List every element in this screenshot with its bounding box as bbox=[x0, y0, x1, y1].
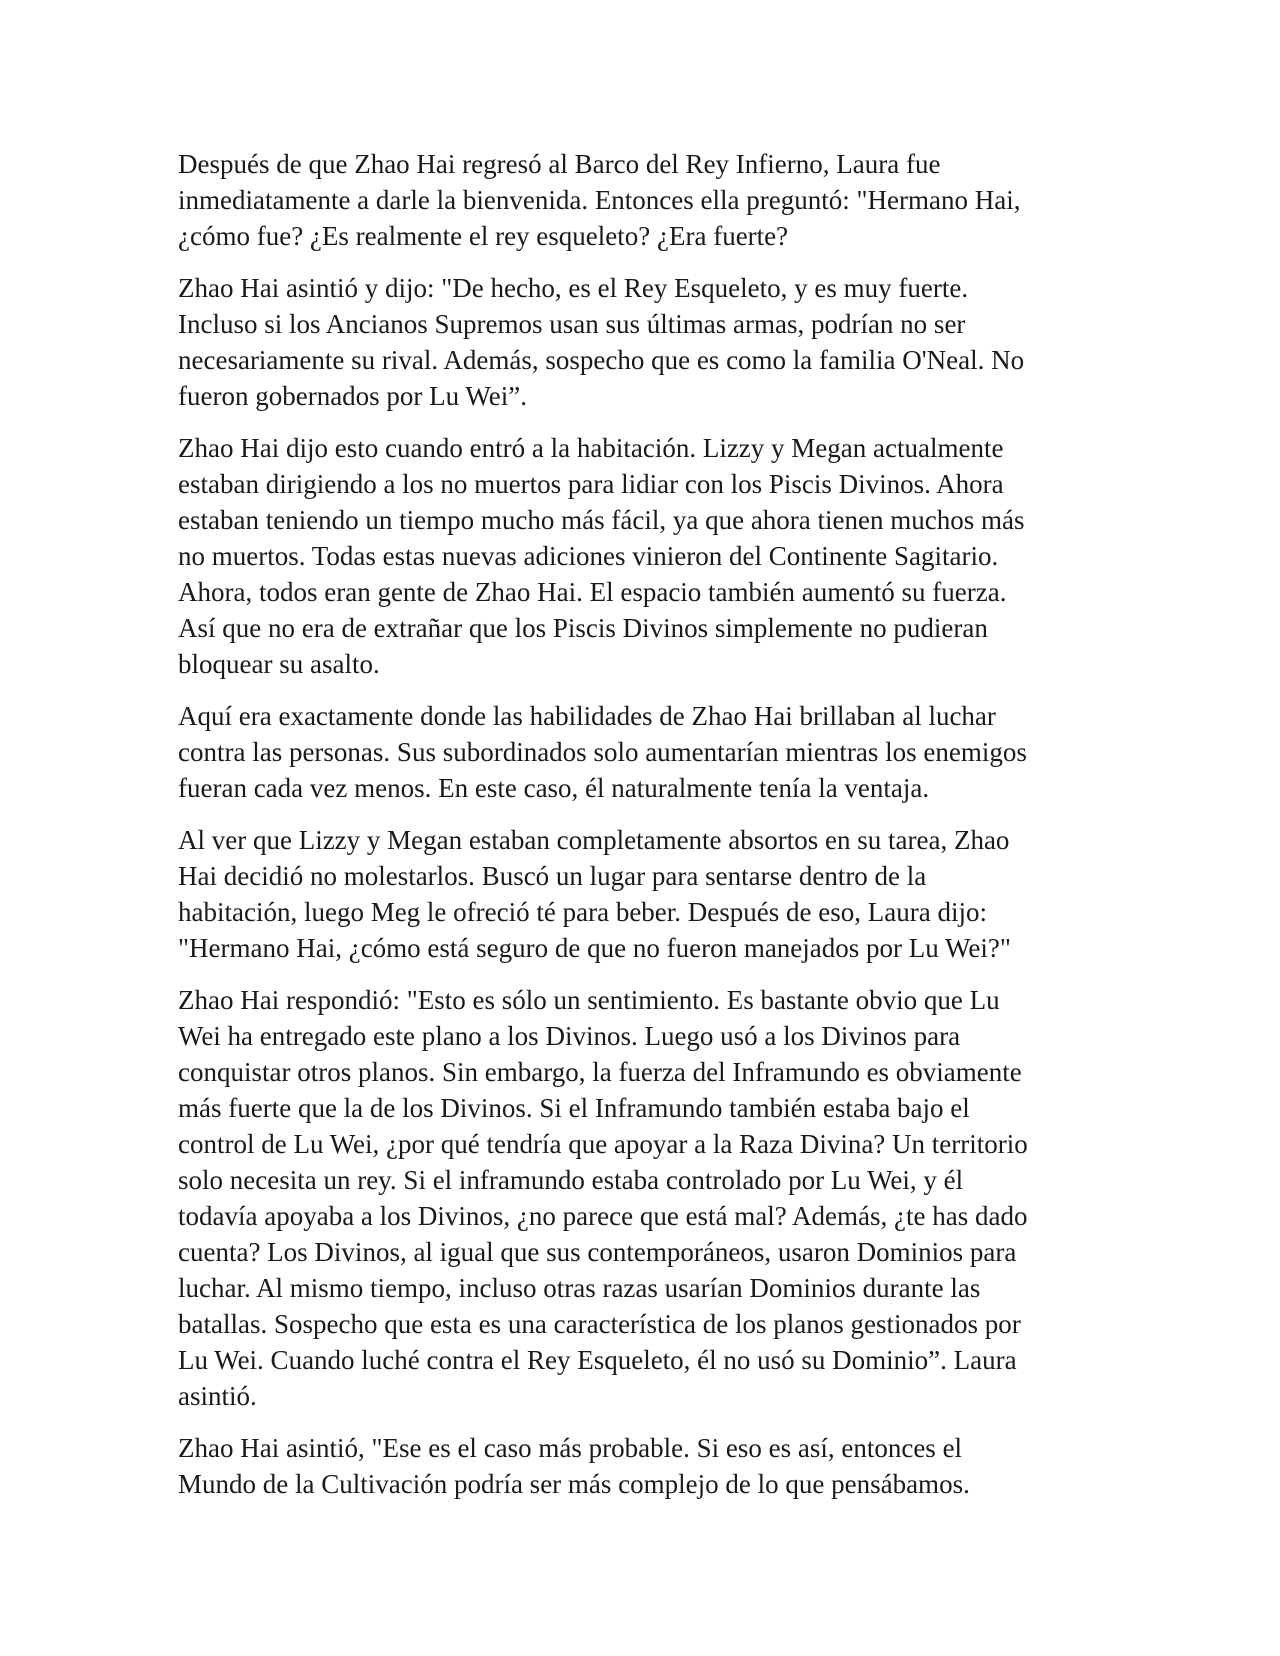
text-line: Aquí era exactamente donde las habilidades de Zhao Hai brillaban al luchar bbox=[178, 701, 996, 731]
text-line: fueron gobernados por Lu Wei”. bbox=[178, 381, 527, 411]
text-line: asintió. bbox=[178, 1381, 257, 1411]
text-line: Wei ha entregado este plano a los Divinos. Luego usó a los Divinos para bbox=[178, 1021, 961, 1051]
paragraph-6 bbox=[178, 982, 1108, 1414]
text-line: cuenta? Los Divinos, al igual que sus contemporáneos, usaron Dominios para bbox=[178, 1237, 1017, 1267]
text-line: no muertos. Todas estas nuevas adiciones vinieron del Continente Sagitario. bbox=[178, 541, 999, 571]
text-line: luchar. Al mismo tiempo, incluso otras razas usarían Dominios durante las bbox=[178, 1273, 981, 1303]
text-line: Ahora, todos eran gente de Zhao Hai. El espacio también aumentó su fuerza. bbox=[178, 577, 1007, 607]
text-line: contra las personas. Sus subordinados solo aumentarían mientras los enemigos bbox=[178, 737, 1027, 767]
paragraph-5 bbox=[178, 822, 1108, 966]
text-line: estaban dirigiendo a los no muertos para lidiar con los Piscis Divinos. Ahora bbox=[178, 469, 1004, 499]
text-line: Después de que Zhao Hai regresó al Barco del Rey Infierno, Laura fue bbox=[178, 149, 941, 179]
text-line: Así que no era de extrañar que los Piscis Divinos simplemente no pudieran bbox=[178, 613, 988, 643]
text-line: batallas. Sospecho que esta es una característica de los planos gestionados por bbox=[178, 1309, 1021, 1339]
text-line: todavía apoyaba a los Divinos, ¿no parece que está mal? Además, ¿te has dado bbox=[178, 1201, 1028, 1231]
text-line: estaban teniendo un tiempo mucho más fácil, ya que ahora tienen muchos más bbox=[178, 505, 1025, 535]
text-line: Mundo de la Cultivación podría ser más complejo de lo que pensábamos. bbox=[178, 1469, 970, 1499]
text-line: necesariamente su rival. Además, sospecho que es como la familia O'Neal. No bbox=[178, 345, 1025, 375]
text-line: Hai decidió no molestarlos. Buscó un lugar para sentarse dentro de la bbox=[178, 861, 927, 891]
text-line: fueran cada vez menos. En este caso, él naturalmente tenía la ventaja. bbox=[178, 773, 930, 803]
text-line: inmediatamente a darle la bienvenida. Entonces ella preguntó: "Hermano Hai, bbox=[178, 185, 1021, 215]
paragraph-4 bbox=[178, 698, 1108, 806]
text-line: Lu Wei. Cuando luché contra el Rey Esqueleto, él no usó su Dominio”. Laura bbox=[178, 1345, 1017, 1375]
text-line: Incluso si los Ancianos Supremos usan sus últimas armas, podrían no ser bbox=[178, 309, 966, 339]
text-line: ¿cómo fue? ¿Es realmente el rey esqueleto? ¿Era fuerte? bbox=[178, 221, 789, 251]
text-line: Zhao Hai dijo esto cuando entró a la habitación. Lizzy y Megan actualmente bbox=[178, 433, 1004, 463]
paragraph-3 bbox=[178, 430, 1108, 682]
document-page bbox=[178, 146, 1108, 1518]
text-line: conquistar otros planos. Sin embargo, la fuerza del Inframundo es obviamente bbox=[178, 1057, 1022, 1087]
text-line: bloquear su asalto. bbox=[178, 649, 380, 679]
paragraph-1 bbox=[178, 146, 1108, 254]
text-line: Zhao Hai asintió y dijo: "De hecho, es el Rey Esqueleto, y es muy fuerte. bbox=[178, 273, 969, 303]
text-line: más fuerte que la de los Divinos. Si el Inframundo también estaba bajo el bbox=[178, 1093, 970, 1123]
paragraph-7 bbox=[178, 1430, 1108, 1502]
text-line: Zhao Hai asintió, "Ese es el caso más probable. Si eso es así, entonces el bbox=[178, 1433, 963, 1463]
text-line: solo necesita un rey. Si el inframundo estaba controlado por Lu Wei, y él bbox=[178, 1165, 964, 1195]
text-line: Al ver que Lizzy y Megan estaban completamente absortos en su tarea, Zhao bbox=[178, 825, 1010, 855]
text-line: "Hermano Hai, ¿cómo está seguro de que no fueron manejados por Lu Wei?" bbox=[178, 933, 1011, 963]
text-line: Zhao Hai respondió: "Esto es sólo un sentimiento. Es bastante obvio que Lu bbox=[178, 985, 1000, 1015]
text-line: habitación, luego Meg le ofreció té para beber. Después de eso, Laura dijo: bbox=[178, 897, 987, 927]
text-line: control de Lu Wei, ¿por qué tendría que apoyar a la Raza Divina? Un territorio bbox=[178, 1129, 1028, 1159]
paragraph-2 bbox=[178, 270, 1108, 414]
